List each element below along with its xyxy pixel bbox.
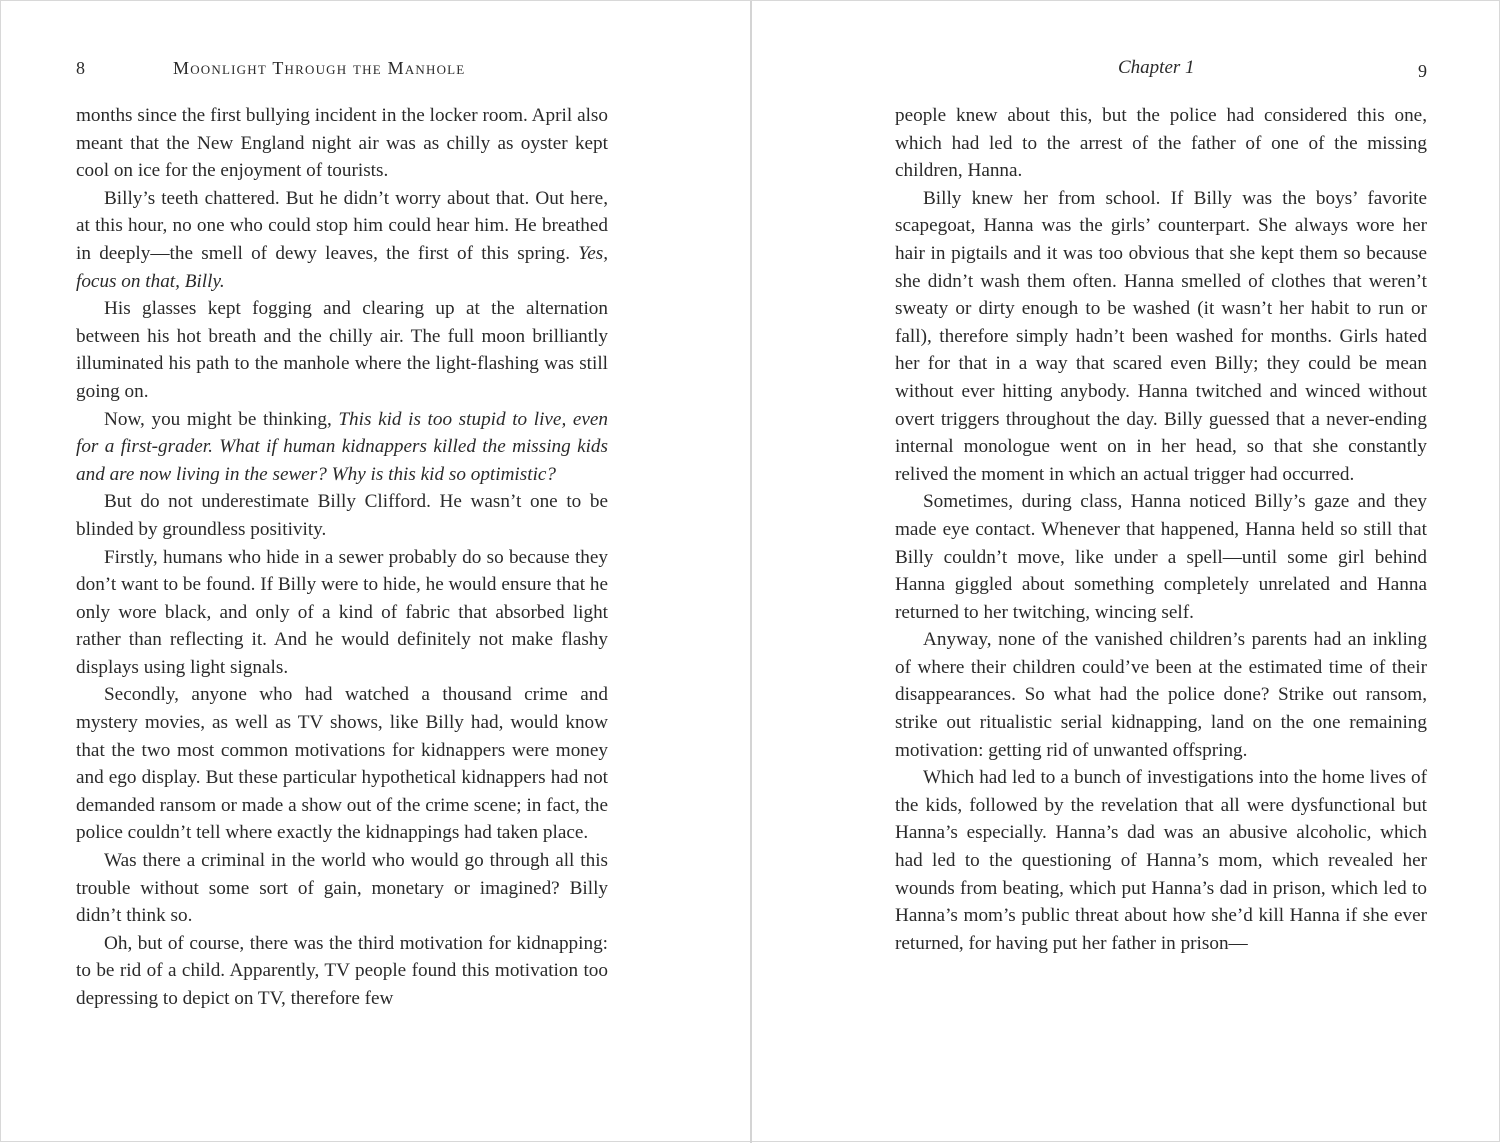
paragraph: Secondly, anyone who had watched a thousand crime and mystery movies, as well as TV shows, like Billy had, would know that the two most common motivations for kidnappers were money and ego display. But these particular hypothetical kidnappers had not demanded ransom or made a show out of the crime scene; in fact, the police couldn’t tell where exactly the kidnappings had taken place. bbox=[76, 684, 608, 844]
paragraph: people knew about this, but the police had considered this one, which had led to the arrest of the father of one of the missing children, Hanna. bbox=[895, 105, 1427, 182]
paragraph: Which had led to a bunch of investigations into the home lives of the kids, followed by the revelation that all were dysfunctional but Hanna’s especially. Hanna’s dad was an abusive alcoholic, which had led to the questioning of Hanna’s mom, which revealed her wounds from beating, which put Hanna’s dad in prison, which led to Hanna’s mom’s public threat about how she’d kill Hanna if she ever returned, for having put her father in prison— bbox=[895, 767, 1427, 954]
right-page-header bbox=[895, 55, 1427, 81]
paragraph: Firstly, humans who hide in a sewer probably do so because they don’t want to be found. If Billy were to hide, he would ensure that he only wore black, and only of a kind of fabric that absorbed light rather than reflecting it. And he would definitely not make flashy displays using light signals. bbox=[76, 546, 608, 678]
running-head-book-title: Moonlight Through the Manhole bbox=[173, 58, 466, 78]
paragraph-text: Billy’s teeth chattered. But he didn’t worry about that. Out here, at this hour, no one who could stop him could hear him. He breathed in deeply—the smell of dewy leaves, the first of this spring. bbox=[76, 187, 608, 264]
paragraph: Was there a criminal in the world who would go through all this trouble without some sort of gain, monetary or imagined? Billy didn’t think so. bbox=[76, 850, 608, 927]
paragraph bbox=[76, 185, 608, 295]
right-page bbox=[895, 1, 1427, 1143]
page-number-right: 9 bbox=[1418, 61, 1427, 81]
paragraph bbox=[76, 406, 608, 489]
paragraph: months since the first bullying incident in the locker room. April also meant that the New England night air was as chilly as oyster kept cool on ice for the enjoyment of tourists. bbox=[76, 105, 608, 182]
italic-thought: This kid is too stupid to live, even for a first-grader. What if human kidnappers killed the missing kids and are now living in the sewer? Why is this kid so optimistic? bbox=[76, 408, 609, 485]
paragraph: Sometimes, during class, Hanna noticed Billy’s gaze and they made eye contact. Whenever that happened, Hanna held so still that Billy couldn’t move, like under a spell—until some girl behind Hanna giggled about something completely unrelated and Hanna returned to her twitching, wincing self. bbox=[895, 491, 1427, 623]
left-page bbox=[76, 1, 608, 1143]
paragraph: Billy knew her from school. If Billy was the boys’ favorite scapegoat, Hanna was the girls’ counterpart. She always wore her hair in pigtails and it was too obvious that she kept them so because she didn’t wash them often. Hanna smelled of clothes that weren’t sweaty or dirty enough to be washed (it wasn’t her habit to run or fall), therefore simply hadn’t been washed for months. Girls hated her for that in a way that scared even Billy; they could be mean without ever hitting anybody. Hanna twitched and winced without overt triggers throughout the day. Billy guessed that a never-ending internal monologue went on in her head, so that she constantly relived the moment in which an actual trigger had occurred. bbox=[895, 187, 1427, 485]
page-number-left: 8 bbox=[76, 58, 85, 78]
paragraph: His glasses kept fogging and clearing up at the alternation between his hot breath and the chilly air. The full moon brilliantly illuminated his path to the manhole where the light-flashing was still going on. bbox=[76, 298, 608, 402]
book-gutter bbox=[750, 1, 752, 1143]
left-page-body bbox=[76, 102, 608, 1013]
paragraph: Oh, but of course, there was the third motivation for kidnapping: to be rid of a child. Apparently, TV people found this motivation too depressing to depict on TV, therefore few bbox=[76, 932, 608, 1009]
paragraph: But do not underestimate Billy Clifford. He wasn’t one to be blinded by groundless positivity. bbox=[76, 491, 608, 540]
paragraph-text: Now, you might be thinking, bbox=[104, 408, 332, 430]
italic-thought: Yes, focus on that, Billy. bbox=[76, 242, 608, 292]
paragraph: Anyway, none of the vanished children’s parents had an inkling of where their children could’ve been at the estimated time of their disappearances. So what had the police done? Strike out ransom, strike out ritualistic serial kidnapping, land on the one remaining motivation: getting rid of unwanted offspring. bbox=[895, 629, 1427, 761]
left-page-header bbox=[76, 55, 608, 81]
running-head-chapter: Chapter 1 bbox=[1118, 57, 1195, 78]
right-page-body bbox=[895, 102, 1427, 957]
